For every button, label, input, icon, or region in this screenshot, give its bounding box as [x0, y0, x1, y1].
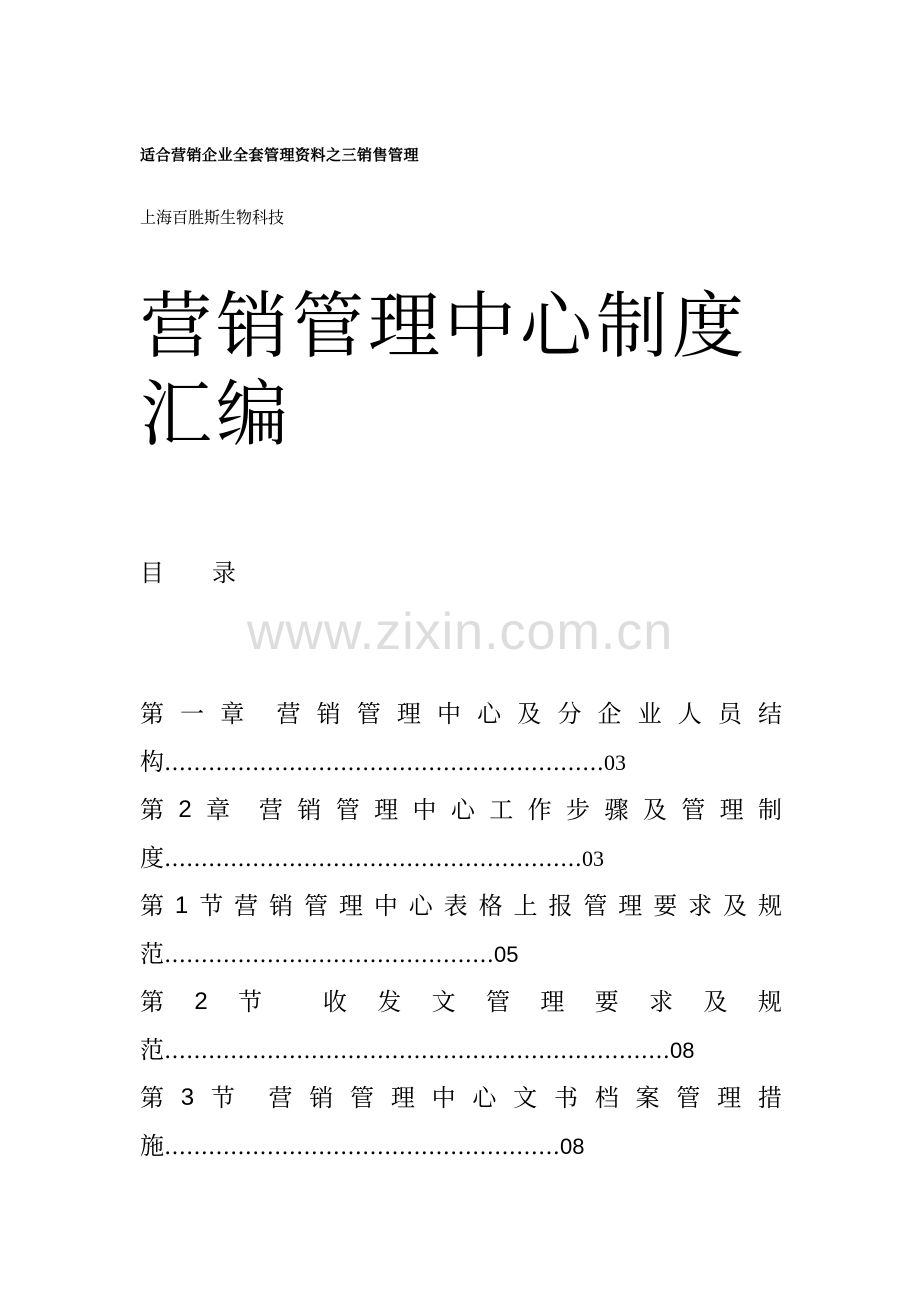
toc-title-char: 心	[477, 700, 502, 728]
toc-title-char: 管	[681, 796, 706, 824]
toc-title-char: 第	[140, 796, 164, 824]
toc-title-char: 理	[719, 796, 744, 824]
toc-title-char: 理	[540, 988, 565, 1016]
toc-page-number: 05	[494, 942, 519, 967]
toc-title-char: 管	[676, 1084, 701, 1112]
toc-title-char: 格	[478, 892, 503, 920]
toc-title-char: 3	[180, 1084, 195, 1111]
toc-title-char: 1	[174, 892, 189, 919]
toc-dot-leader: ………………………………………	[164, 943, 494, 968]
toc-title-char: 分	[557, 700, 582, 728]
toc-entry	[140, 978, 782, 1074]
toc-title-char: 营	[234, 892, 259, 920]
toc-title-char: 销	[297, 796, 322, 824]
toc-title-char: 管	[485, 988, 510, 1016]
toc-page-number: 08	[560, 1134, 585, 1159]
toc-title-char: 理	[374, 796, 399, 824]
toc-title-char: 管	[356, 700, 381, 728]
toc-title-char: 第	[140, 988, 164, 1016]
toc-title-char: 章	[220, 700, 245, 728]
toc-title-char: 收	[322, 988, 347, 1016]
toc-page-number: 03	[604, 750, 626, 775]
toc-title-char: 第	[140, 892, 164, 920]
toc-title-char: 人	[677, 700, 702, 728]
toc-title-char: 报	[548, 892, 573, 920]
toc-title-char: 第	[140, 1084, 164, 1112]
toc-title-char: 制	[758, 796, 782, 824]
toc-title-char: 发	[377, 988, 402, 1016]
toc-title-char: 章	[206, 796, 231, 824]
toc-entry-title	[140, 882, 782, 930]
toc-entry	[140, 882, 782, 978]
toc-heading: 目 录	[140, 559, 236, 587]
toc-title-char: 要	[653, 892, 678, 920]
toc-title-char: 中	[412, 796, 437, 824]
toc-entry-title	[140, 690, 782, 738]
toc-title-char: 中	[437, 700, 461, 728]
toc-title-char: 管	[335, 796, 360, 824]
document-title: 营销管理中心制度汇编	[140, 284, 749, 456]
toc-title-char: 2	[178, 796, 192, 823]
toc-title-char: 业	[637, 700, 662, 728]
toc-title-char: 中	[431, 1084, 456, 1112]
toc-title-char: 销	[316, 700, 341, 728]
toc-dot-leader: ……………………………………………………………	[164, 1039, 670, 1064]
toc-entry	[140, 1074, 782, 1170]
toc-last-char: 范	[140, 1036, 164, 1064]
toc-title-char: 骤	[604, 796, 629, 824]
toc-last-char: 构	[140, 748, 164, 776]
toc-title-char: 要	[594, 988, 619, 1016]
toc-title-char: 理	[618, 892, 643, 920]
toc-title-char: 销	[309, 1084, 334, 1112]
toc-entry-leader	[140, 738, 782, 786]
toc-title-char: 上	[513, 892, 538, 920]
toc-entry-title	[140, 1074, 782, 1122]
toc-title-char: 营	[258, 796, 283, 824]
toc-title-char: 心	[450, 796, 475, 824]
toc-entry-leader	[140, 930, 782, 978]
toc-title-char: 工	[489, 796, 514, 824]
toc-title-char: 及	[517, 700, 542, 728]
toc-title-char: 求	[649, 988, 674, 1016]
toc-dot-leader: …………………………………………………	[164, 847, 582, 872]
toc-title-char: 心	[408, 892, 433, 920]
toc-title-char: 一	[180, 700, 205, 728]
toc-title-char: 理	[396, 700, 421, 728]
toc-entry-title	[140, 786, 782, 834]
toc-title-char: 理	[717, 1084, 742, 1112]
toc-title-char: 及	[642, 796, 667, 824]
toc-title-char: 作	[527, 796, 552, 824]
toc-entry-leader	[140, 834, 782, 882]
toc-title-char: 表	[443, 892, 468, 920]
toc-title-char: 求	[688, 892, 713, 920]
toc-title-char: 营	[268, 1084, 293, 1112]
toc-title-char: 及	[723, 892, 748, 920]
toc-title-char: 规	[757, 988, 782, 1016]
toc-title-char: 销	[269, 892, 294, 920]
series-title: 适合营销企业全套管理资料之三销售管理	[140, 146, 420, 164]
toc-title-char: 员	[717, 700, 742, 728]
toc-entry-leader	[140, 1026, 782, 1074]
toc-title-char: 节	[199, 892, 224, 920]
company-name: 上海百胜斯生物科技	[140, 208, 285, 227]
toc-title-char: 步	[566, 796, 591, 824]
toc-title-char: 2	[194, 988, 208, 1015]
toc-page-number: 03	[582, 846, 604, 871]
toc-dot-leader: ………………………………………………	[164, 1135, 560, 1160]
toc-title-char: 书	[553, 1084, 578, 1112]
toc-title-char: 管	[303, 892, 328, 920]
toc-title-char: 管	[583, 892, 608, 920]
toc-entry	[140, 786, 782, 882]
toc-last-char: 范	[140, 940, 164, 968]
toc-title-char: 理	[338, 892, 363, 920]
toc-title-char: 文	[513, 1084, 538, 1112]
toc-entry-leader	[140, 1122, 782, 1170]
toc-title-char: 第	[140, 700, 164, 728]
toc-last-char: 度	[140, 844, 164, 872]
toc-last-char: 施	[140, 1132, 164, 1160]
watermark: www.zixin.com.cn	[246, 603, 674, 661]
toc-title-char: 营	[276, 700, 301, 728]
toc-title-char: 节	[210, 1084, 235, 1112]
toc-title-char: 中	[373, 892, 398, 920]
toc-dot-leader: ……………………………………………………	[164, 751, 604, 776]
toc-title-char: 企	[597, 700, 622, 728]
toc-title-char: 结	[758, 700, 782, 728]
toc-entry-title	[140, 978, 782, 1026]
toc-title-char: 节	[238, 988, 263, 1016]
toc-title-char: 档	[594, 1084, 619, 1112]
toc-title-char: 文	[431, 988, 456, 1016]
toc-title-char: 心	[472, 1084, 497, 1112]
toc-title-char: 理	[390, 1084, 415, 1112]
toc-title-char: 管	[350, 1084, 375, 1112]
toc-title-char: 规	[757, 892, 782, 920]
toc-title-char: 及	[703, 988, 728, 1016]
toc-entry	[140, 690, 782, 786]
toc-title-char: 案	[635, 1084, 660, 1112]
toc-page-number: 08	[670, 1038, 695, 1063]
toc-title-char: 措	[757, 1084, 782, 1112]
